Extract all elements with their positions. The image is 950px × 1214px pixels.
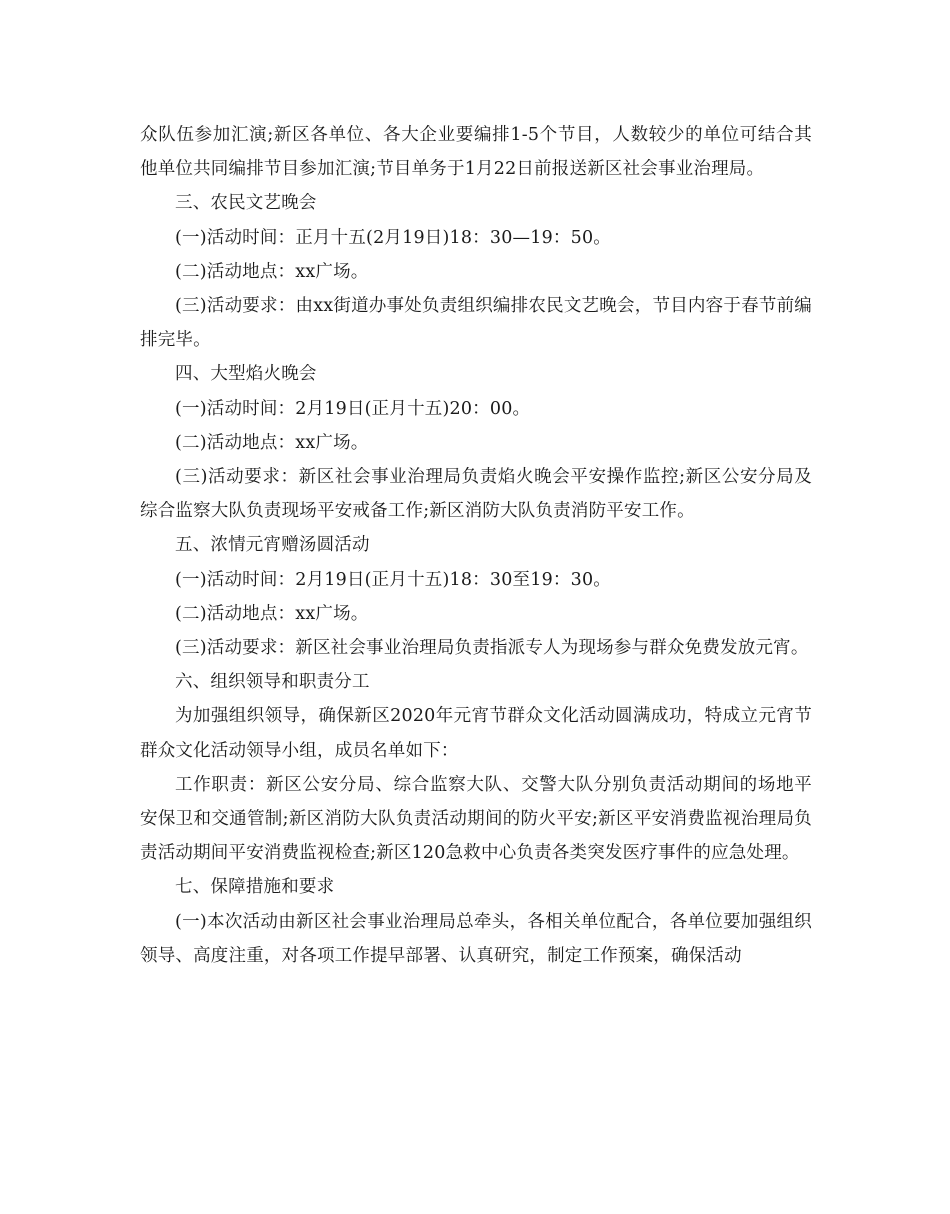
paragraph-3-time: (一)活动时间：正月十五(2月19日)18：30—19：50。 [175, 227, 611, 248]
paragraph-5-location: (二)活动地点：xx广场。 [175, 603, 369, 624]
document-body [140, 118, 812, 973]
paragraph-continuation: 众队伍参加汇演;新区各单位、各大企业要编排1-5个节目，人数较少的单位可结合其他单位共同编排节目参加汇演;节目单务于1月22日前报送新区社会事业治理局。 [140, 125, 812, 180]
paragraph-4-requirements: (三)活动要求：新区社会事业治理局负责焰火晚会平安操作监控;新区公安分局及综合监察大队负责现场平安戒备工作;新区消防大队负责消防平安工作。 [140, 467, 812, 522]
paragraph-5-time: (一)活动时间：2月19日(正月十五)18：30至19：30。 [175, 569, 611, 590]
paragraph-6-duties: 工作职责：新区公安分局、综合监察大队、交警大队分别负责活动期间的场地平安保卫和交通管制;新区消防大队负责活动期间的防火平安;新区平安消费监视治理局负责活动期间平安消费监视检查;新区120急救中心负责各类突发医疗事件的应急处理。 [140, 774, 812, 864]
paragraph-4-location: (二)活动地点：xx广场。 [175, 432, 369, 453]
section-heading-3: 三、农民文艺晚会 [175, 193, 317, 214]
paragraph-3-requirements: (三)活动要求：由xx街道办事处负责组织编排农民文艺晚会，节目内容于春节前编排完毕。 [140, 296, 812, 351]
section-heading-4: 四、大型焰火晚会 [175, 364, 317, 385]
paragraph-6-intro: 为加强组织领导，确保新区2020年元宵节群众文化活动圆满成功，特成立元宵节群众文化活动领导小组，成员名单如下： [140, 706, 812, 761]
paragraph-7-item-1: (一)本次活动由新区社会事业治理局总牵头，各相关单位配合，各单位要加强组织领导、高度注重，对各项工作提早部署、认真研究，制定工作预案，确保活动 [140, 911, 812, 966]
section-heading-7: 七、保障措施和要求 [175, 877, 335, 898]
paragraph-5-requirements: (三)活动要求：新区社会事业治理局负责指派专人为现场参与群众免费发放元宵。 [175, 638, 809, 659]
paragraph-3-location: (二)活动地点：xx广场。 [175, 261, 369, 282]
section-heading-5: 五、浓情元宵赠汤圆活动 [175, 535, 370, 556]
paragraph-4-time: (一)活动时间：2月19日(正月十五)20：00。 [175, 398, 531, 419]
section-heading-6: 六、组织领导和职责分工 [175, 672, 370, 693]
